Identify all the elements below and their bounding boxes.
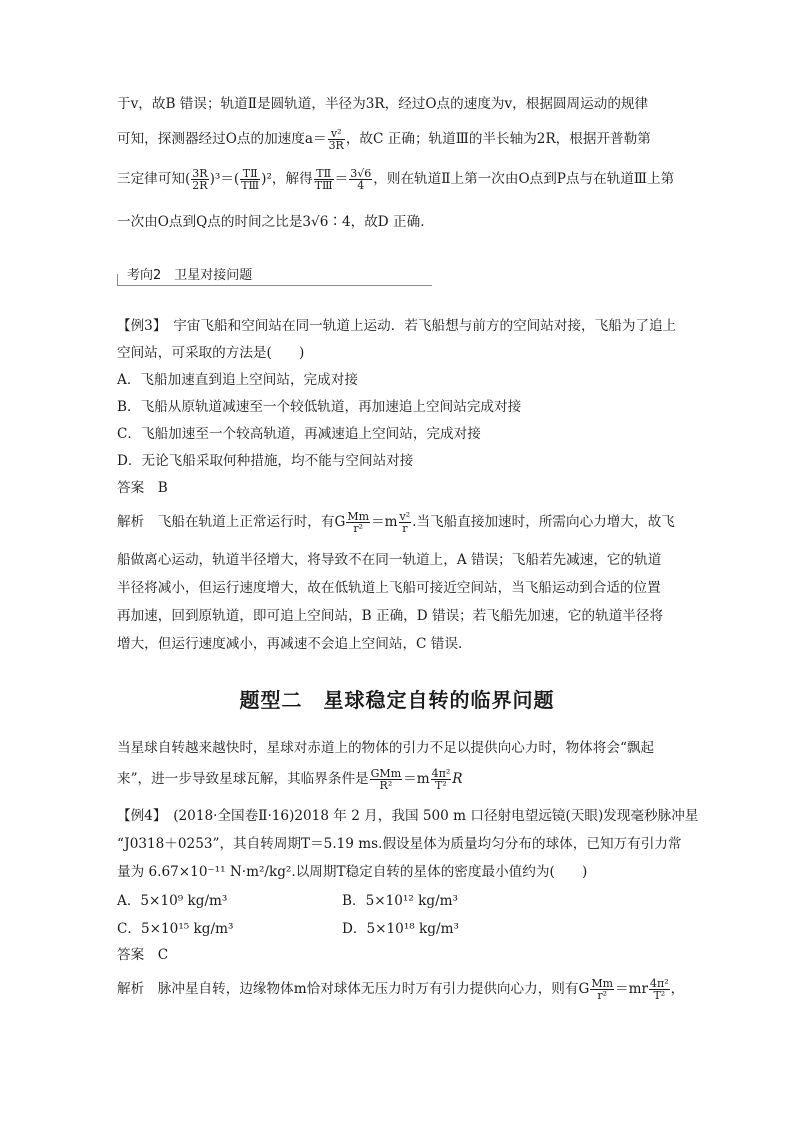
- fraction-denominator: r²: [353, 522, 364, 535]
- fraction-numerator: 4π²: [431, 767, 451, 780]
- fraction: [590, 978, 614, 1001]
- text-span: )³＝(: [209, 171, 240, 187]
- question-line: 量为 6.67×10⁻¹¹ N·m²/kg².以周期T稳定自转的星体的密度最小值约为( ): [117, 864, 588, 880]
- fraction-numerator: 4π²: [650, 977, 669, 990]
- fraction-numerator: TⅡ: [314, 168, 334, 180]
- text-span: 可知，探测器经过O点的加速度a＝: [117, 131, 327, 147]
- fraction-denominator: R²: [379, 779, 393, 792]
- subsection-heading: [117, 263, 432, 286]
- solution-line: 半径将减小，但运行速度增大，故在低轨道上飞船可接近空间站，当飞船运动到合适的位置: [117, 580, 661, 596]
- solution-line: 船做离心运动，轨道半径增大，将导致不在同一轨道上，A 错误；飞船若先减速，它的轨道: [117, 552, 662, 568]
- solution-line: [117, 978, 687, 1001]
- option-d: D．无论飞船采取何种措施，均不能与空间站对接: [117, 453, 414, 469]
- option-a: A．飞船加速直到追上空间站，完成对接: [117, 372, 358, 388]
- option-c: C．飞船加速至一个较高轨道，再减速追上空间站，完成对接: [117, 426, 481, 442]
- fraction-numerator: Mm: [591, 977, 614, 990]
- text-span: 来”，进一步导致星球瓦解，其临界条件是: [117, 771, 369, 787]
- fraction-denominator: T²: [653, 989, 666, 1002]
- fraction: [399, 511, 412, 534]
- solution-line: [117, 511, 687, 534]
- section-title: 题型二 星球稳定自转的临界问题: [239, 688, 555, 712]
- fraction: [240, 168, 260, 191]
- fraction-numerator: 3R: [192, 167, 208, 180]
- solution-line: [117, 128, 687, 151]
- answer: 答案 C: [117, 947, 169, 963]
- text-span: 解析 脉冲星自转，边缘物体m恰对球体无压力时万有引力提供向心力，则有G: [117, 981, 590, 997]
- fraction: [649, 978, 670, 1001]
- subsection-heading-text: 考向2 卫星对接问题: [127, 268, 253, 283]
- solution-line: 一次由O点到Q点的时间之比是3√6∶4，故D 正确.: [117, 214, 425, 230]
- paragraph-line: [117, 768, 687, 791]
- answer: 答案 B: [117, 480, 168, 496]
- fraction-denominator: T²: [435, 779, 447, 792]
- text-span: 解析 飞船在轨道上正常运行时，有G: [117, 514, 346, 530]
- fraction-numerator: GMm: [370, 767, 402, 780]
- text-span: ，: [670, 981, 685, 997]
- fraction: [346, 511, 370, 534]
- fraction: [431, 768, 452, 791]
- solution-line: 于v，故B 错误；轨道Ⅱ是圆轨道，半径为3R，经过O点的速度为v，根据圆周运动的规律: [117, 96, 649, 112]
- fraction-numerator: 3√6: [350, 167, 372, 180]
- solution-line: [117, 168, 687, 191]
- text-span: 三定律可知(: [117, 171, 191, 187]
- text-span: ＝m: [371, 514, 398, 530]
- fraction: [328, 128, 345, 151]
- question-line: 【例4】 (2018·全国卷Ⅱ·16)2018 年 2 月，我国 500 m 口径射电望远镜(天眼)发现毫秒脉冲星: [117, 808, 699, 824]
- text-span: ＝mr: [615, 981, 649, 997]
- fraction-denominator: TⅢ: [241, 179, 260, 192]
- option-a: A．5×10⁹ kg/m³: [117, 893, 228, 909]
- solution-line: 增大，但运行速度减小，再减速不会追上空间站，C 错误.: [117, 636, 463, 652]
- fraction: [370, 768, 402, 791]
- text-span: )²，解得: [261, 171, 313, 187]
- fraction: [349, 168, 372, 191]
- text-span: .当飞船直接加速时，所需向心力增大，故飞: [412, 514, 675, 530]
- fraction-numerator: Mm: [347, 510, 370, 523]
- question-line: “J0318＋0253”，其自转周期T＝5.19 ms.假设星体为质量均匀分布的球体，已知万有引力常: [117, 836, 682, 852]
- fraction: [314, 168, 334, 191]
- option-b: B．飞船从原轨道减速至一个较低轨道，再加速追上空间站完成对接: [117, 399, 522, 415]
- text-span: ，故C 正确；轨道Ⅲ的半长轴为2R，根据开普勒第: [345, 131, 651, 147]
- text-span: ＝: [334, 171, 349, 187]
- fraction-denominator: TⅢ: [314, 179, 333, 192]
- fraction-denominator: r²: [597, 989, 608, 1002]
- text-span: ＝m: [403, 771, 430, 787]
- fraction-denominator: 2R: [192, 179, 208, 192]
- paragraph-line: 当星球自转越来越快时，星球对赤道上的物体的引力不足以提供向心力时，物体将会“飘起: [117, 740, 655, 756]
- question-line: 【例3】 宇宙飞船和空间站在同一轨道上运动．若飞船想与前方的空间站对接，飞船为了追上: [117, 318, 677, 334]
- text-span: ，则在轨道Ⅱ上第一次由O点到P点与在轨道Ⅲ上第: [373, 171, 675, 187]
- text-span: R: [452, 771, 463, 787]
- fraction-numerator: v²: [328, 128, 345, 140]
- fraction: [191, 168, 208, 191]
- fraction-numerator: TⅡ: [240, 168, 260, 180]
- question-line: 空间站，可采取的方法是( ): [117, 345, 305, 361]
- option-b: B．5×10¹² kg/m³: [342, 893, 458, 909]
- fraction-numerator: v²: [399, 510, 411, 523]
- solution-line: 再加速，回到原轨道，即可追上空间站，B 正确，D 错误；若飞船先加速，它的轨道半径将: [117, 608, 664, 624]
- option-c: C．5×10¹⁵ kg/m³: [117, 921, 234, 937]
- fraction-denominator: 4: [357, 179, 365, 192]
- fraction-denominator: 3R: [328, 139, 344, 152]
- fraction-denominator: r: [402, 522, 408, 535]
- option-d: D．5×10¹⁸ kg/m³: [342, 921, 459, 937]
